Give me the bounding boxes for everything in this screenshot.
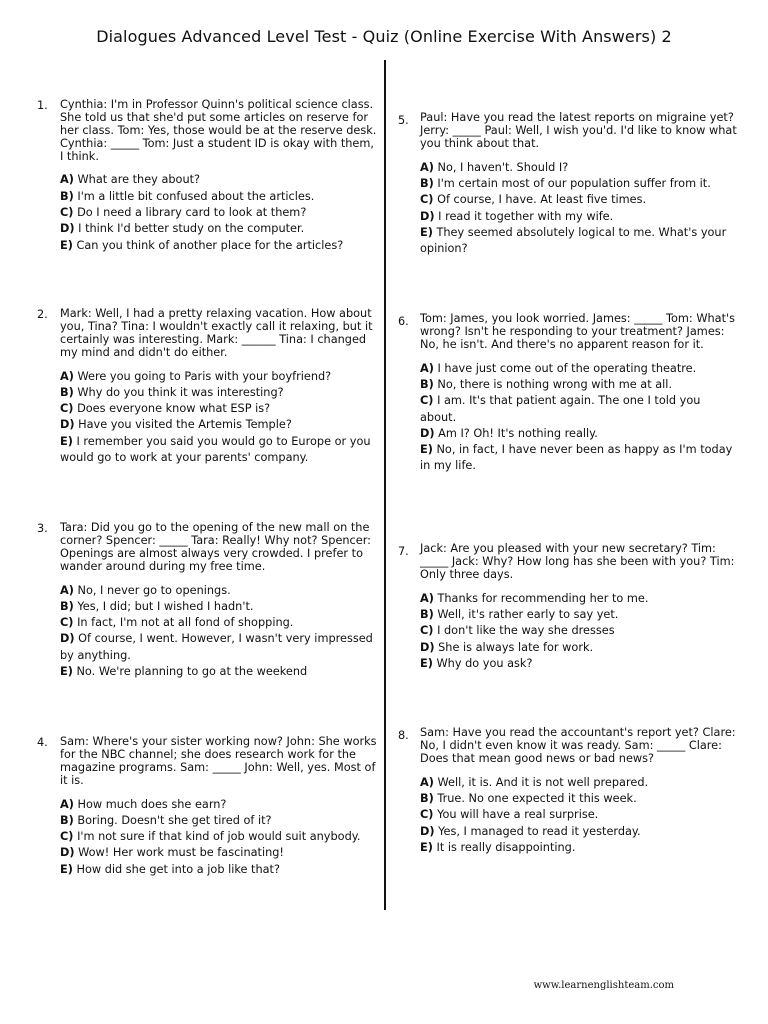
option-d[interactable] [420,824,738,840]
question-3 [37,521,378,680]
option-c[interactable] [420,807,738,823]
option-d[interactable] [60,221,378,237]
option-letter: E) [420,656,433,670]
option-text: You will have a real surprise. [437,808,599,822]
question-5 [398,111,738,257]
option-letter: A) [60,583,74,597]
question-number: 6. [398,315,409,328]
option-text: True. No one expected it this week. [437,791,637,805]
question-stem: Paul: Have you read the latest reports on migraine yet? Jerry: _____ Paul: Well, I wish you'd. I'd like to know what you think about that. [420,111,737,150]
option-e[interactable] [420,656,738,672]
option-letter: B) [420,607,434,621]
option-e[interactable] [420,840,738,856]
option-letter: D) [420,426,435,440]
option-letter: B) [60,813,74,827]
option-b[interactable] [60,599,378,615]
option-letter: D) [60,222,75,236]
option-b[interactable] [420,607,738,623]
option-b[interactable] [60,813,378,829]
option-letter: A) [60,173,74,187]
option-e[interactable] [420,442,738,475]
option-letter: B) [60,599,74,613]
option-d[interactable] [60,631,378,664]
option-text: I'm a little bit confused about the articles. [77,189,315,203]
option-b[interactable] [420,377,738,393]
option-text: Wow! Her work must be fascinating! [78,846,284,860]
option-text: I remember you said you would go to Europe or you would go to work at your parents' company. [60,434,371,464]
question-1 [37,98,378,254]
footer-url: www.learnenglishteam.com [533,980,674,991]
option-letter: A) [60,369,74,383]
option-letter: E) [60,434,73,448]
question-number: 4. [37,736,48,749]
question-stem: Sam: Where's your sister working now? John: She works for the NBC channel; she does research work for the magazine programs. Sam: _____ John: Well, yes. Most of it is. [60,735,377,787]
page-title: Dialogues Advanced Level Test - Quiz (Online Exercise With Answers) 2 [96,27,672,46]
option-letter: E) [420,225,433,239]
question-number: 5. [398,114,409,127]
option-letter: B) [60,189,74,203]
question-stem: Cynthia: I'm in Professor Quinn's political science class. She told us that she'd put some articles on reserve for her class. Tom: Yes, those would be at the reserve desk. Cynthia: _____ Tom: Just a student ID is okay with them, I think. [60,98,377,163]
option-text: I don't like the way she dresses [437,624,615,638]
option-letter: E) [420,443,433,457]
option-text: I have just come out of the operating theatre. [437,361,697,375]
option-letter: C) [60,402,74,416]
option-letter: D) [420,209,435,223]
option-c[interactable] [60,401,378,417]
option-b[interactable] [420,176,738,192]
option-text: No, I haven't. Should I? [437,160,569,174]
option-text: How much does she earn? [77,797,227,811]
option-d[interactable] [60,845,378,861]
option-text: Well, it is. And it is not well prepared. [437,775,649,789]
option-letter: A) [420,361,434,375]
option-c[interactable] [60,615,378,631]
option-b[interactable] [60,189,378,205]
column-divider [384,60,386,910]
option-d[interactable] [420,209,738,225]
option-letter: B) [60,385,74,399]
option-letter: E) [60,238,73,252]
option-text: Am I? Oh! It's nothing really. [438,426,598,440]
option-letter: D) [420,640,435,654]
option-a[interactable] [60,797,378,813]
option-text: I am. It's that patient again. The one I told you about. [420,394,701,424]
option-b[interactable] [60,385,378,401]
option-letter: C) [60,205,74,219]
option-a[interactable] [60,583,378,599]
option-letter: C) [420,808,434,822]
option-letter: B) [420,176,434,190]
question-stem: Tara: Did you go to the opening of the new mall on the corner? Spencer: _____ Tara: Really! Why not? Spencer: Openings are almost always very crowded. I prefer to wander around during my free time. [60,521,371,573]
option-letter: B) [420,377,434,391]
question-7 [398,542,738,672]
option-text: No. We're planning to go at the weekend [76,664,308,678]
option-text: Yes, I did; but I wished I hadn't. [77,599,254,613]
question-number: 1. [37,99,48,112]
option-c[interactable] [420,192,738,208]
option-text: Of course, I went. However, I wasn't very impressed by anything. [60,632,373,662]
option-letter: D) [420,824,435,838]
option-text: Can you think of another place for the articles? [76,238,344,252]
option-letter: A) [420,591,434,605]
question-number: 3. [37,522,48,535]
option-text: Why do you think it was interesting? [77,385,284,399]
question-8 [398,726,738,856]
question-stem: Tom: James, you look worried. James: _____ Tom: What's wrong? Isn't he responding to your treatment? James: No, he isn't. And there's no apparent reason for it. [420,312,735,351]
option-a[interactable] [60,172,378,188]
option-text: I read it together with my wife. [438,209,614,223]
option-text: Why do you ask? [436,656,533,670]
question-6 [398,312,738,475]
question-stem: Jack: Are you pleased with your new secretary? Tim: _____ Jack: Why? How long has she been with you? Tim: Only three days. [420,542,735,581]
option-c[interactable] [60,205,378,221]
option-e[interactable] [60,664,378,680]
option-letter: D) [60,632,75,646]
option-a[interactable] [60,369,378,385]
option-text: No, in fact, I have never been as happy as I'm today in my life. [420,443,733,473]
option-text: Does everyone know what ESP is? [77,402,271,416]
option-c[interactable] [60,829,378,845]
question-number: 2. [37,308,48,321]
option-text: Do I need a library card to look at them? [77,205,307,219]
option-e[interactable] [60,238,378,254]
option-text: What are they about? [77,173,201,187]
option-text: I think I'd better study on the computer. [78,222,305,236]
option-letter: E) [60,862,73,876]
question-4 [37,735,378,878]
option-letter: C) [60,616,74,630]
option-a[interactable] [420,160,738,176]
option-text: Of course, I have. At least five times. [437,193,647,207]
option-text: They seemed absolutely logical to me. What's your opinion? [420,225,727,256]
question-2 [37,307,378,466]
option-text: It is really disappointing. [436,840,576,854]
option-text: In fact, I'm not at all fond of shopping. [77,616,294,630]
option-a[interactable] [420,775,738,791]
option-text: I'm certain most of our population suffer from it. [437,176,711,190]
option-c[interactable] [420,393,738,426]
option-e[interactable] [420,225,738,258]
option-text: No, there is nothing wrong with me at all. [437,377,673,391]
option-letter: C) [420,624,434,638]
option-text: She is always late for work. [438,640,594,654]
option-c[interactable] [420,623,738,639]
option-letter: C) [420,394,434,408]
question-stem: Mark: Well, I had a pretty relaxing vacation. How about you, Tina? Tina: I wouldn't exactly call it relaxing, but it certainly was interesting. Mark: ______ Tina: I changed my mind and didn't do either. [60,307,373,359]
option-text: Yes, I managed to read it yesterday. [438,824,641,838]
option-d[interactable] [60,417,378,433]
option-a[interactable] [420,361,738,377]
option-text: Were you going to Paris with your boyfriend? [77,369,332,383]
question-stem: Sam: Have you read the accountant's report yet? Clare: No, I didn't even know it was ready. Sam: _____ Clare: Does that mean good news or bad news? [420,726,736,765]
option-text: I'm not sure if that kind of job would suit anybody. [77,830,361,844]
option-text: Well, it's rather early to say yet. [437,607,619,621]
option-b[interactable] [420,791,738,807]
option-letter: E) [420,840,433,854]
question-number: 8. [398,729,409,742]
option-text: Boring. Doesn't she get tired of it? [77,813,272,827]
option-letter: C) [60,830,74,844]
option-letter: C) [420,193,434,207]
option-letter: A) [420,775,434,789]
option-text: Thanks for recommending her to me. [437,591,649,605]
option-letter: A) [420,160,434,174]
option-d[interactable] [420,426,738,442]
option-d[interactable] [420,640,738,656]
option-text: No, I never go to openings. [77,583,231,597]
option-letter: D) [60,418,75,432]
option-letter: B) [420,791,434,805]
option-e[interactable] [60,434,378,467]
option-text: How did she get into a job like that? [76,862,280,876]
option-a[interactable] [420,591,738,607]
option-letter: E) [60,664,73,678]
option-letter: D) [60,846,75,860]
option-text: Have you visited the Artemis Temple? [78,418,292,432]
option-e[interactable] [60,862,378,878]
option-letter: A) [60,797,74,811]
question-number: 7. [398,545,409,558]
